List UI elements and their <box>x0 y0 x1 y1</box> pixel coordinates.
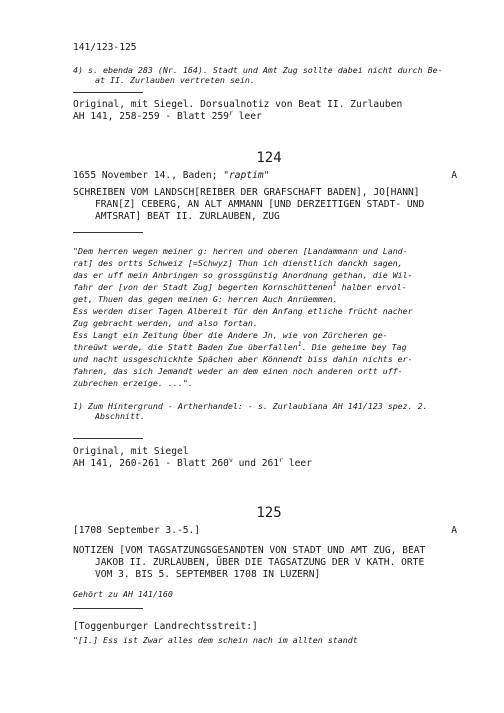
footnote-1-line2: Abschnitt. <box>95 411 145 421</box>
footnote-4-line1: 4) s. ebenda 283 (Nr. 164). Stadt und Amt Zug sollte dabei nicht durch Be- <box>73 65 443 75</box>
document-title-line1: SCHREIBEN VOM LANDSCH[REIBER DER GRAFSCHAFT BADEN], JO[HANN] <box>73 187 420 198</box>
document-marker: A <box>451 525 457 536</box>
body-line: rat] des ortts Schweiz [=Schwyz] Thun ich dienstlich danckh sagen, <box>73 258 403 268</box>
separator-rule <box>73 232 143 233</box>
document-date: 1655 November 14., Baden; "raptim" <box>73 170 270 181</box>
document-date: [1708 September 3.-5.] <box>73 525 201 536</box>
source-note-line2: AH 141, 260-261 - Blatt 260$^v$ und 261$^r$ leer <box>73 455 312 469</box>
related-note: Gehört zu AH 141/160 <box>73 589 173 599</box>
source-note-line2: AH 141, 258-259 - Blatt 259$^r$ leer <box>73 108 262 122</box>
source-note-line1: Original, mit Siegel. Dorsualnotiz von Beat II. Zurlauben <box>73 99 403 110</box>
body-line: fahren, das sich Jemandt weder an dem einen noch anderen ortt uff- <box>73 366 403 376</box>
footnote-1-line1: 1) Zum Hintergrund - Artherhandel: - s. Zurlaubiana AH 141/123 spez. 2. <box>73 401 428 411</box>
footnote-4-line2: at II. Zurlauben vertreten sein. <box>95 75 255 85</box>
document-number-125: 125 <box>256 505 282 521</box>
document-title-line3: VOM 3. BIS 5. SEPTEMBER 1708 IN LUZERN] <box>95 569 321 580</box>
body-line: Zug gebracht werden, und also fortan. <box>73 318 258 328</box>
page-reference: 141/123-125 <box>73 42 137 53</box>
body-line: zubrechen erzeige. ...". <box>73 378 193 388</box>
body-line: Ess Langt ein Zeitung Über die Andere Jn, wie von Zürcheren ge- <box>73 330 388 340</box>
body-line: fahr der [von der Stadt Zug] begerten Kornschüttenen$^1$ halber ervol- <box>73 280 407 292</box>
document-marker: A <box>451 170 457 181</box>
section-heading: [Toggenburger Landrechtsstreit:] <box>73 621 258 632</box>
separator-rule <box>73 438 143 439</box>
body-line: "Dem herren wegen meiner g: herren und oberen [Landammann und Land- <box>73 246 408 256</box>
separator-rule <box>73 608 143 609</box>
document-number-124: 124 <box>256 150 282 166</box>
body-line: und nacht ussgeschickhte Spächen aber Könnendt biss dahin nichts er- <box>73 354 413 364</box>
body-line: Ess werden diser Tagen Albereit für den Anfang etliche frücht nacher <box>73 306 413 316</box>
document-title-line2: JAKOB II. ZURLAUBEN, ÜBER DIE TAGSATZUNG DER V KATH. ORTE <box>95 557 425 568</box>
body-line: get, Thuen das gegen meinen G: herren Auch Anrüemmen. <box>73 294 338 304</box>
source-note-line1: Original, mit Siegel <box>73 446 189 457</box>
document-title-line1: NOTIZEN [VOM TAGSATZUNGSGESANDTEN VON STADT UND AMT ZUG, BEAT <box>73 545 426 556</box>
body-line: "[1.] Ess ist Zwar alles dem schein nach im allten standt <box>73 635 358 645</box>
body-line: threüwt werde, die Statt Baden Zue überfallen$^1$. Die geheime bey Tag <box>73 340 407 352</box>
document-title-line3: AMTSRAT] BEAT II. ZURLAUBEN, ZUG <box>95 211 280 222</box>
body-line: das er uff mein Anbringen so grossgünstig Anordnung gethan, die Wil- <box>73 270 413 280</box>
document-title-line2: FRAN[Z] CEBERG, AN ALT AMMANN [UND DERZEITIGEN STADT- UND <box>95 199 425 210</box>
separator-rule <box>73 92 143 93</box>
